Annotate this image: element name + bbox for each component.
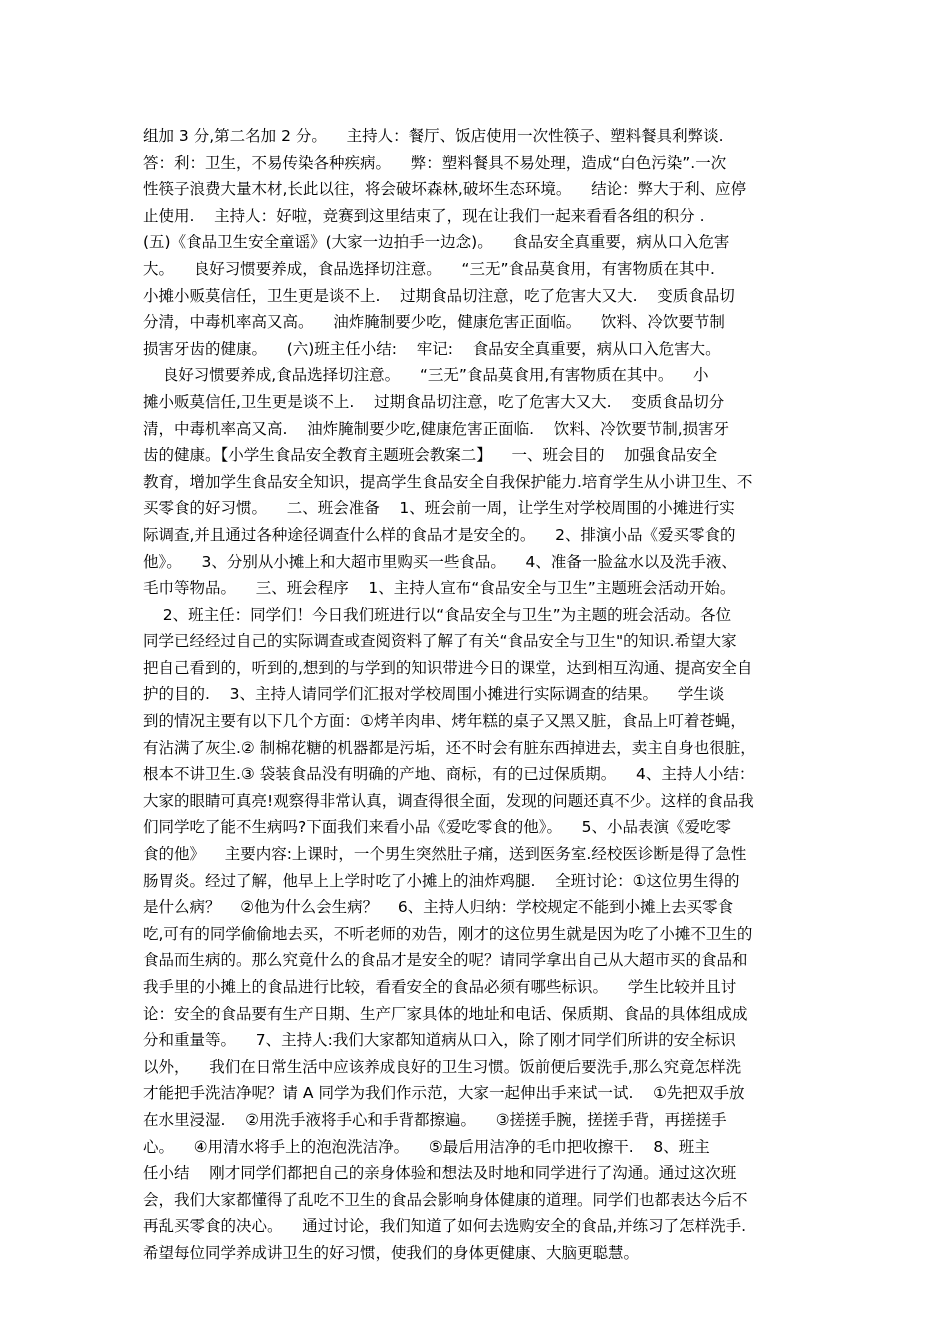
text-line: 根本不讲卫生.③ 袋装食品没有明确的产地、商标，有的已过保质期。 4、主持人小结： [143,765,755,784]
text-line: 在水里浸湿. ②用洗手液将手心和手背都擦遍。 ③搓搓手腕，搓搓手背，再搓搓手 [143,1110,727,1129]
text-line: 损害牙齿的健康。 (六)班主任小结: 牢记: 食品安全真重要，病从口入危害大。 [143,339,721,358]
text-line: 再乱买零食的决心。 通过讨论，我们知道了如何去选购安全的食品,并练习了怎样洗手. [143,1217,747,1236]
text-line: 希望每位同学养成讲卫生的好习惯，使我们的身体更健康、大脑更聪慧。 [143,1243,640,1262]
text-line: 性筷子浪费大量木材,长此以往，将会破坏森林,破坏生态环境。 结论：弊大于利、应停 [143,180,747,199]
text-line: 肠胃炎。经过了解，他早上上学时吃了小摊上的油炸鸡腿. 全班讨论：①这位男生得的 [143,871,740,890]
text-line: 答：利：卫生，不易传染各种疾病。 弊：塑料餐具不易处理，造成“白色污染”.一次 [143,153,727,172]
text-line: 组加 3 分,第二名加 2 分。 主持人：餐厅、饭店使用一次性筷子、塑料餐具利弊谈. [143,127,724,145]
text-line: 大。 良好习惯要养成，食品选择切注意。 “三无”食品莫食用，有害物质在其中. [143,259,715,278]
text-line: 摊小贩莫信任,卫生更是谈不上. 过期食品切注意，吃了危害大又大. 变质食品切分 [143,392,725,411]
text-line: 论：安全的食品要有生产日期、生产厂家具体的地址和电话、保质期、食品的具体组成成 [143,1004,748,1023]
text-line: 食的他》 主要内容:上课时，一个男生突然肚子痛，送到医务室.经校医诊断是得了急性 [143,845,747,864]
text-line: 际调查,并且通过各种途径调查什么样的食品才是安全的。 2、排演小品《爱买零食的 [143,525,736,544]
text-line: 把自己看到的，听到的,想到的与学到的知识带进今日的课堂，达到相互沟通、提高安全自 [143,658,753,677]
text-line: 良好习惯要养成,食品选择切注意。 “三无”食品莫食用,有害物质在其中。 小 [143,366,709,385]
text-line: 齿的健康。【小学生食品安全教育主题班会教案二】 一、班会目的 加强食品安全 [143,446,718,465]
text-line: 买零食的好习惯。 二、班会准备 1、班会前一周，让学生对学校周围的小摊进行实 [143,499,735,518]
text-line: (五)《食品卫生安全童谣》(大家一边拍手一边念)。 食品安全真重要，病从口入危害 [143,233,730,252]
text-line: 到的情况主要有以下几个方面：①烤羊肉串、烤年糕的桌子又黑又脏，食品上叮着苍蝇， [143,712,746,731]
text-line: 同学已经经过自己的实际调查或查阅资料了解了有关“食品安全与卫生"的知识.希望大家 [143,632,737,651]
document-body-text [143,123,813,1267]
text-line: 吃,可有的同学偷偷地去买，不听老师的劝告，刚才的这位男生就是因为吃了小摊不卫生的 [143,924,753,943]
text-line: 任小结 刚才同学们都把自己的亲身体验和想法及时地和同学进行了沟通。通过这次班 [143,1164,737,1183]
text-line: 2、班主任：同学们！今日我们班进行以“食品安全与卫生”为主题的班会活动。各位 [143,605,732,624]
text-line: 毛巾等物品。 三、班会程序 1、主持人宣布“食品安全与卫生”主题班会活动开始。 [143,579,736,598]
text-line: 我手里的小摊上的食品进行比较，看看安全的食品必须有哪些标识。 学生比较并且讨 [143,978,737,996]
text-line: 教育，增加学生食品安全知识，提高学生食品安全自我保护能力.培育学生从小讲卫生、不 [143,472,753,491]
text-line: 分清，中毒机率高又高。 油炸腌制要少吃，健康危害正面临。 饮料、冷饮要节制 [143,313,725,332]
text-line: 大家的眼睛可真亮!观察得非常认真，调查得很全面，发现的问题还真不少。这样的食品我 [143,791,754,810]
text-line: 会，我们大家都懂得了乱吃不卫生的食品会影响身体健康的道理。同学们也都表达今后不 [143,1190,748,1209]
text-line: 止使用. 主持人：好啦，竞赛到这里结束了，现在让我们一起来看看各组的积分 . [143,206,705,225]
text-line: 们同学吃了能不生病吗?下面我们来看小品《爱吃零食的他》。 5、小品表演《爱吃零 [143,818,732,837]
text-line: 护的目的. 3、主持人请同学们汇报对学校周围小摊进行实际调查的结果。 学生谈 [143,685,725,704]
text-line: 是什么病？ ②他为什么会生病？ 6、主持人归纳：学校规定不能到小摊上去买零食 [143,898,734,917]
text-line: 食品而生病的。那么究竟什么的食品才是安全的呢？请同学拿出自己从大超市买的食品和 [143,951,748,970]
text-line: 他》。 3、分别从小摊上和大超市里购买一些食品。 4、准备一脸盆水以及洗手液、 [143,552,737,571]
text-line: 有沾满了灰尘.② 制棉花糖的机器都是污垢，还不时会有脏东西掉进去，卖主自身也很脏， [143,738,756,757]
text-line: 以外， 我们在日常生活中应该养成良好的卫生习惯。饭前便后要洗手,那么究竟怎样洗 [143,1057,742,1076]
text-line: 心。 ④用清水将手上的泡泡洗洁净。 ⑤最后用洁净的毛巾把收擦干. 8、班主 [143,1137,710,1156]
text-line: 才能把手洗洁净呢？请 A 同学为我们作示范，大家一起伸出手来试一试. ①先把双手放 [143,1084,745,1103]
text-line: 分和重量等。 7、主持人:我们大家都知道病从口入，除了刚才同学们所讲的安全标识 [143,1031,736,1050]
text-line: 清，中毒机率高又高. 油炸腌制要少吃,健康危害正面临. 饮料、冷饮要节制,损害牙 [143,419,730,438]
text-line: 小摊小贩莫信任，卫生更是谈不上. 过期食品切注意，吃了危害大又大. 变质食品切 [143,286,735,305]
